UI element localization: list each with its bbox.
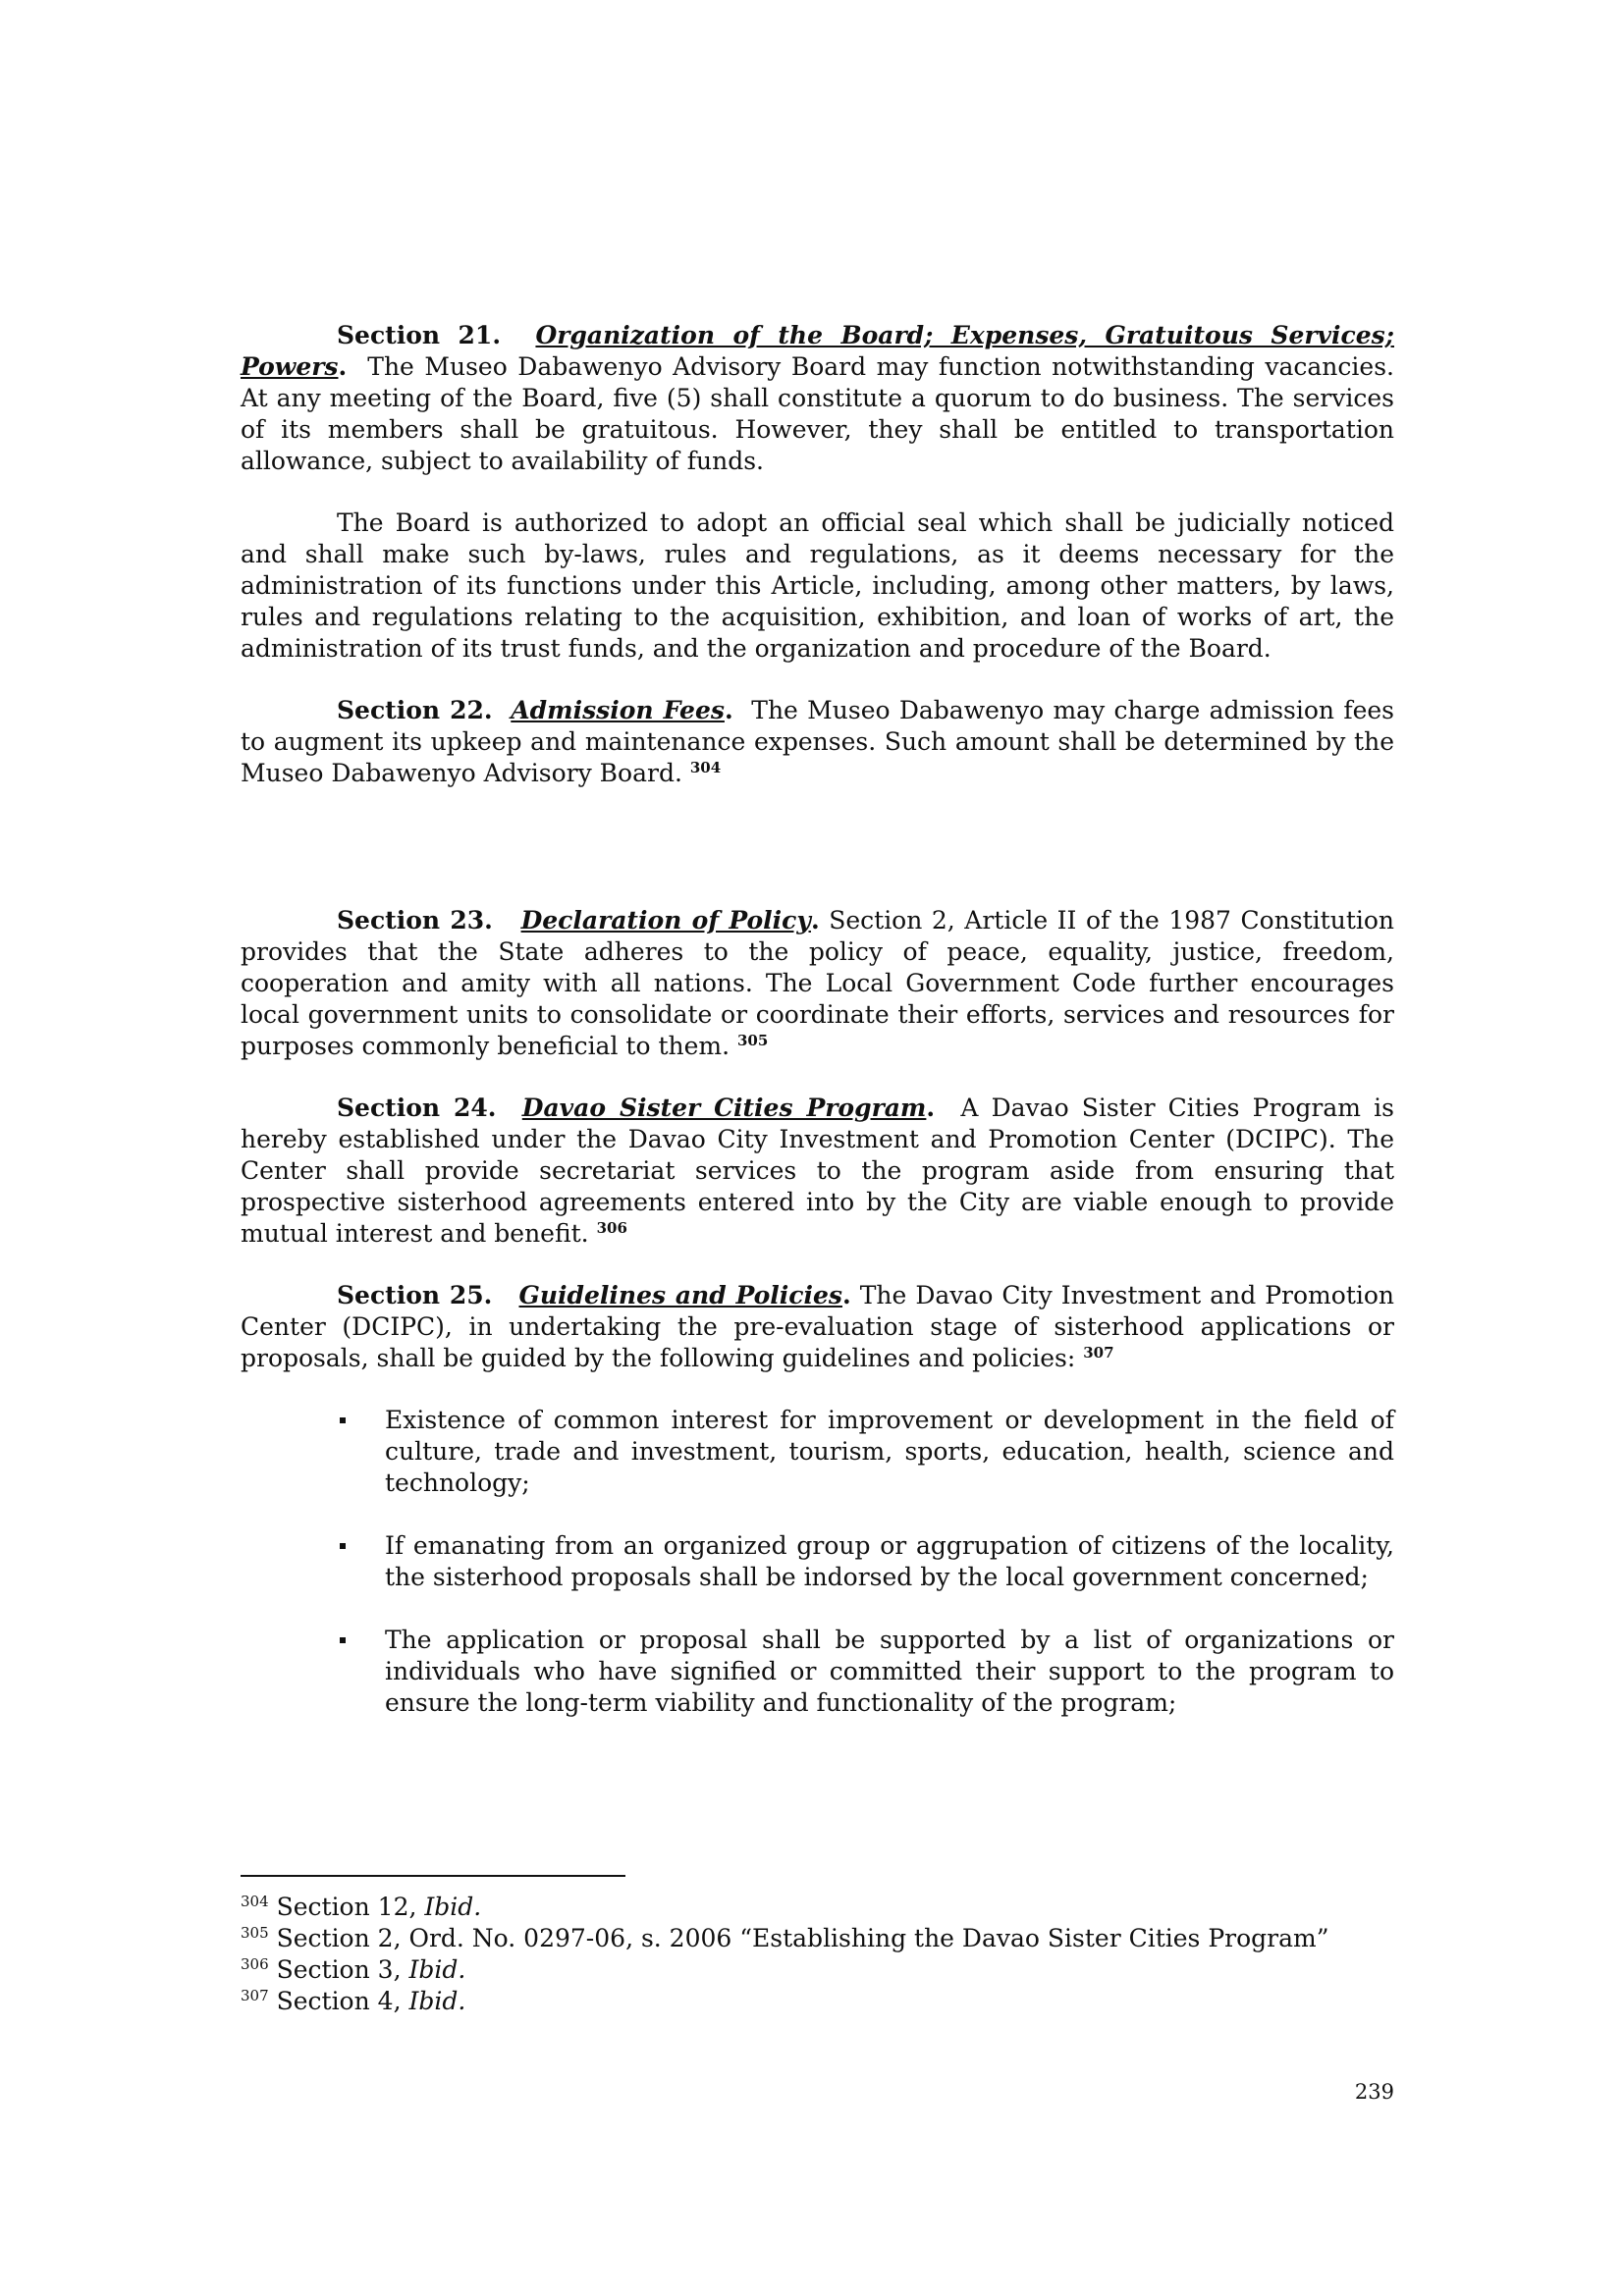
section-21: Section 21. Organization of the Board; Expenses, Gratuitous Services; Powers. The Museo Dabawenyo Advisory Board may function notwithstanding vacancies. At any meeting of the Board, five (5) shall constitute a quorum to do business. The services of its members shall be gratuitous. However, they shall be entitled to transportation allowance, subject to availability of funds. (241, 321, 1394, 475)
footnote: $^{304}$ Section 12, Ibid. (241, 1893, 482, 1921)
square-bullet-icon (340, 1417, 346, 1423)
section-title: Admission Fees (511, 696, 725, 724)
section-body: A Davao Sister Cities Program is hereby established under the Davao City Investment and Promotion Center (DCIPC). The Center shall provide secretariat services to the program aside from ensuring that prospective sisterhood agreements entered into by the City are viable enough to provide mutual interest and benefit. (241, 1094, 1394, 1248)
page-body (241, 320, 1394, 1750)
section-label: Section 22. (337, 696, 493, 724)
page-number: 239 (1354, 2080, 1394, 2104)
section-23: Section 23. Declaration of Policy. Section 2, Article II of the 1987 Constitution provides that the State adheres to the policy of peace, equality, justice, freedom, cooperation and amity with all nations. The Local Government Code further encourages local government units to consolidate or coordinate their efforts, services and resources for purposes commonly beneficial to them. $^{305}$ (241, 906, 1395, 1060)
section-22: Section 22. Admission Fees. The Museo Dabawenyo may charge admission fees to augment its upkeep and maintenance expenses. Such amount shall be determined by the Museo Dabawenyo Advisory Board. $^{304}$ (241, 696, 1394, 787)
section-body: The Board is authorized to adopt an official seal which shall be judicially noticed and shall make such by-laws, rules and regulations, as it deems necessary for the administration of its functions under this Article, including, among other matters, by laws, rules and regulations relating to the acquisition, exhibition, and loan of works of art, the administration of its trust funds, and the organization and procedure of the Board. (241, 508, 1394, 663)
section-label: Section 24. (337, 1094, 497, 1122)
section-title: Guidelines and Policies (518, 1281, 842, 1309)
section-24: Section 24. Davao Sister Cities Program. A Davao Sister Cities Program is hereby established under the Davao City Investment and Promotion Center (DCIPC). The Center shall provide secretariat services to the program aside from ensuring that prospective sisterhood agreements entered into by the City are viable enough to provide mutual interest and benefit. $^{306}$ (241, 1094, 1394, 1248)
footnote-ref: 304 (689, 759, 722, 776)
footnotes (241, 1892, 1419, 2017)
footnote-ref: 307 (1083, 1344, 1114, 1362)
footnote-ref: 305 (737, 1032, 769, 1049)
section-21-paragraph-2 (241, 507, 1394, 665)
section-title: Declaration of Policy (520, 906, 811, 934)
footnote: $^{305}$ Section 2, Ord. No. 0297-06, s. 2006 “Establishing the Davao Sister Cities Program” (241, 1924, 1329, 1952)
section-label: Section 25. (337, 1281, 493, 1309)
section-25: Section 25. Guidelines and Policies. The Davao City Investment and Promotion Center (DCIPC), in undertaking the pre-evaluation stage of sisterhood applications or proposals, shall be guided by the following guidelines and policies: $^{307}$ (241, 1281, 1395, 1372)
guidelines-list (241, 1405, 1394, 1719)
section-body: The Museo Dabawenyo may charge admission fees to augment its upkeep and maintenance expenses. Such amount shall be determined by the Museo Dabawenyo Advisory Board. (241, 696, 1394, 787)
footnote-divider (241, 1875, 625, 1877)
footnote: $^{306}$ Section 3, Ibid. (241, 1955, 466, 1984)
footnote-ref: 306 (596, 1219, 627, 1237)
list-item: Existence of common interest for improvement or development in the field of culture, trade and investment, tourism, sports, education, health, science and technology; (385, 1405, 1394, 1499)
square-bullet-icon (340, 1543, 346, 1549)
section-body: The Davao City Investment and Promotion Center (DCIPC), in undertaking the pre-evaluation stage of sisterhood applications or proposals, shall be guided by the following guidelines and policies: (241, 1281, 1395, 1372)
footnote: $^{307}$ Section 4, Ibid. (241, 1987, 466, 2015)
section-body: Section 2, Article II of the 1987 Constitution provides that the State adheres to the policy of peace, equality, justice, freedom, cooperation and amity with all nations. The Local Government Code further encourages local government units to consolidate or coordinate their efforts, services and resources for purposes commonly beneficial to them. (241, 906, 1395, 1060)
list-item: If emanating from an organized group or aggrupation of citizens of the locality, the sisterhood proposals shall be indorsed by the local government concerned; (385, 1530, 1394, 1593)
section-title: Davao Sister Cities Program (521, 1094, 927, 1122)
section-body: The Museo Dabawenyo Advisory Board may function notwithstanding vacancies. At any meeting of the Board, five (5) shall constitute a quorum to do business. The services of its members shall be gratuitous. However, they shall be entitled to transportation allowance, subject to availability of funds. (241, 352, 1394, 475)
square-bullet-icon (340, 1637, 346, 1643)
section-label: Section 23. (337, 906, 493, 934)
list-item: The application or proposal shall be supported by a list of organizations or individuals who have signified or committed their support to the program to ensure the long-term viability and functionality of the program; (385, 1625, 1394, 1719)
section-label: Section 21. (337, 321, 502, 349)
section-title: Organization of the Board; Expenses, Gratuitous Services; Powers (241, 321, 1394, 381)
